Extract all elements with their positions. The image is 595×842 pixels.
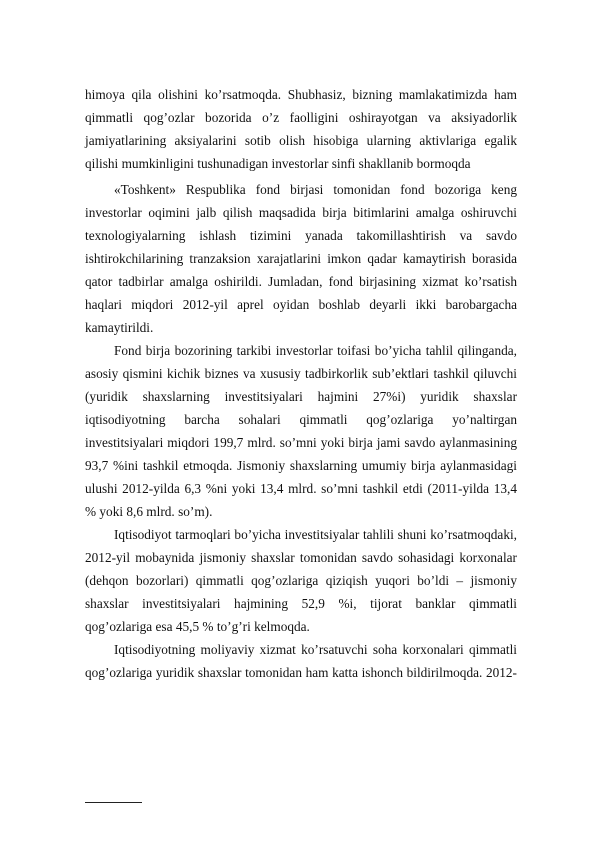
- paragraph-start-line: Fond birja bozorining tarkibi investorlar toifasi bo’yicha tahlil qilinganda,: [114, 343, 517, 358]
- text-line: investitsiyalari miqdori 199,7 mlrd. so’mni yoki birja jami savdo aylanmasining: [85, 435, 517, 450]
- text-line: qimmatli qog’ozlar bozorida o’z faolligini oshirayotgan va aksiyadorlik: [85, 110, 517, 125]
- text-line: qator tadbirlar amalga oshirildi. Jumladan, fond birjasining xizmat ko’rsatish: [85, 274, 517, 289]
- text-line: 93,7 %ini tashkil etmoqda. Jismoniy shaxslarning umumiy birja aylanmasidagi: [85, 458, 517, 473]
- paragraph-start-line: «Toshkent» Respublika fond birjasi tomonidan fond bozoriga keng: [114, 182, 517, 197]
- text-line: (yuridik shaxslarning investitsiyalari hajmini 27%i) yuridik shaxslar: [85, 389, 517, 404]
- text-line: 2012-yil mobaynida jismoniy shaxslar tomonidan savdo sohasidagi korxonalar: [85, 550, 517, 565]
- text-line: haqlari miqdori 2012-yil aprel oyidan boshlab deyarli ikki barobargacha: [85, 297, 517, 312]
- text-line: (dehqon bozorlari) qimmatli qog’ozlariga qiziqish yuqori bo’ldi – jismoniy: [85, 573, 517, 588]
- text-line: qilishi mumkinligini tushunadigan investorlar sinfi shakllanib bormoqda: [85, 156, 471, 171]
- text-line: shaxslar investitsiyalari hajmining 52,9 %i, tijorat banklar qimmatli: [85, 596, 517, 611]
- text-line: texnologiyalarning ishlash tizimini yanada takomillashtirish va savdo: [85, 228, 517, 243]
- text-line: asosiy qismini kichik biznes va xususiy tadbirkorlik sub’ektlari tashkil qiluvchi: [85, 366, 517, 381]
- text-line: iqtisodiyotning barcha sohalari qimmatli qog’ozlariga yo’naltirgan: [85, 412, 517, 427]
- text-line: % yoki 8,6 mlrd. so’m).: [85, 504, 213, 519]
- paragraph-start-line: Iqtisodiyot tarmoqlari bo’yicha investitsiyalar tahlili shuni ko’rsatmoqdaki,: [114, 527, 517, 542]
- text-line: qog’ozlariga esa 45,5 % to’g’ri kelmoqda.: [85, 619, 310, 634]
- text-line: jamiyatlarining aksiyalarini sotib olish hisobiga ularning aktivlariga egalik: [85, 133, 517, 148]
- footnote-separator: [85, 802, 142, 803]
- text-line: ulushi 2012-yilda 6,3 %ni yoki 13,4 mlrd. so’mni tashkil etdi (2011-yilda 13,4: [85, 481, 517, 496]
- text-line: himoya qila olishini ko’rsatmoqda. Shubhasiz, bizning mamlakatimizda ham: [85, 87, 517, 102]
- text-line: ishtirokchilarining tranzaksion xarajatlarini imkon qadar kamaytirish borasida: [85, 251, 517, 266]
- paragraph-start-line: Iqtisodiyotning moliyaviy xizmat ko’rsatuvchi soha korxonalari qimmatli: [114, 642, 517, 657]
- text-line: investorlar oqimini jalb qilish maqsadida birja bitimlarini amalga oshiruvchi: [85, 205, 517, 220]
- text-line: kamaytirildi.: [85, 320, 154, 335]
- text-line: qog’ozlariga yuridik shaxslar tomonidan ham katta ishonch bildirilmoqda. 2012-: [85, 665, 517, 680]
